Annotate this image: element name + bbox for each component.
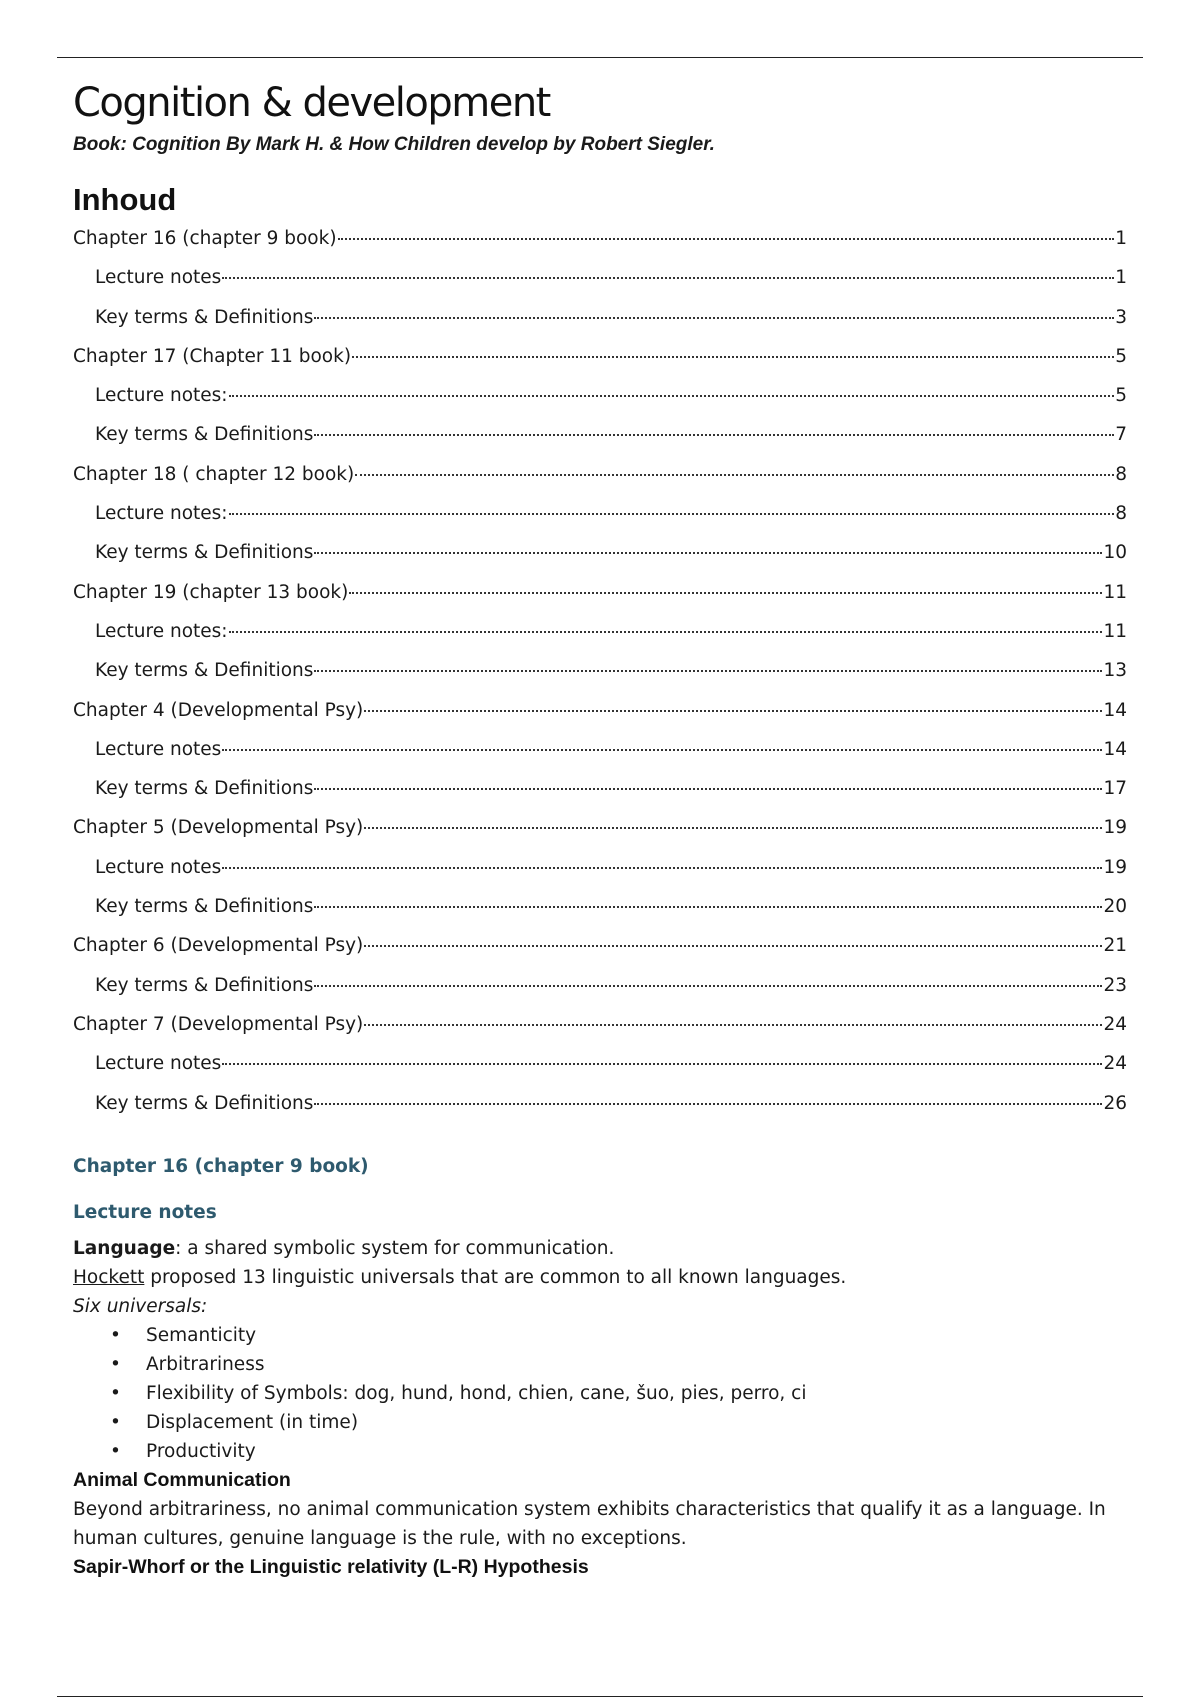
toc-entry-page: 3 xyxy=(1115,306,1127,328)
animal-communication-heading: Animal Communication xyxy=(73,1468,291,1491)
toc-subentry[interactable] xyxy=(73,540,1127,579)
lecture-notes-heading: Lecture notes xyxy=(73,1201,217,1223)
toc-entry-label: Lecture notes: xyxy=(95,385,228,407)
toc-entry[interactable] xyxy=(73,815,1127,854)
bullet-icon: • xyxy=(110,1353,121,1375)
toc-entry-label: Lecture notes xyxy=(95,856,222,878)
toc-entry-label: Chapter 16 (chapter 9 book) xyxy=(73,228,337,249)
toc-entry-label: Key terms & Definitions xyxy=(95,542,314,564)
toc-entry-label: Key terms & Definitions xyxy=(95,1092,314,1114)
toc-entry[interactable] xyxy=(73,698,1127,737)
toc-dot-leader xyxy=(355,474,1114,476)
bullet-icon: • xyxy=(110,1440,121,1462)
toc-dot-leader xyxy=(229,513,1115,515)
toc-dot-leader xyxy=(222,1063,1102,1065)
toc-subentry[interactable] xyxy=(73,265,1127,304)
toc-dot-leader xyxy=(314,1103,1102,1105)
toc-entry-page: 23 xyxy=(1103,974,1127,996)
toc-subentry[interactable] xyxy=(73,422,1127,461)
toc-dot-leader xyxy=(314,985,1102,987)
universals-list xyxy=(73,1321,1127,1466)
hockett-name: Hockett xyxy=(73,1266,145,1288)
toc-entry-page: 21 xyxy=(1103,935,1127,957)
animal-communication-text: Beyond arbitrariness, no animal communication system exhibits characteristics that qualify it as a language. In human cultures, genuine language is the rule, with no exceptions. xyxy=(73,1498,1106,1549)
toc-entry[interactable] xyxy=(73,933,1127,972)
toc-entry[interactable] xyxy=(73,462,1127,501)
toc-entry-label: Key terms & Definitions xyxy=(95,896,314,918)
toc-dot-leader xyxy=(229,395,1115,397)
toc-subentry[interactable] xyxy=(73,619,1127,658)
toc-entry-label: Key terms & Definitions xyxy=(95,778,314,800)
toc-subentry[interactable] xyxy=(73,305,1127,344)
universal-list-item xyxy=(73,1408,1127,1437)
toc-entry-page: 24 xyxy=(1103,1053,1127,1075)
hockett-text: proposed 13 linguistic universals that are common to all known languages. xyxy=(144,1266,847,1288)
toc-entry-label: Key terms & Definitions xyxy=(95,974,314,996)
toc-dot-leader xyxy=(314,552,1102,554)
toc-entry-label: Key terms & Definitions xyxy=(95,424,314,446)
toc-subentry[interactable] xyxy=(73,973,1127,1012)
page-top-rule xyxy=(57,57,1143,58)
universal-text: Semanticity xyxy=(146,1324,257,1346)
chapter-heading: Chapter 16 (chapter 9 book) xyxy=(73,1155,369,1177)
toc-entry-label: Chapter 18 ( chapter 12 book) xyxy=(73,463,355,485)
toc-dot-leader xyxy=(222,749,1102,751)
toc-dot-leader xyxy=(314,434,1114,436)
universal-text: Flexibility of Symbols: dog, hund, hond, chien, cane, šuo, pies, perro, ci xyxy=(146,1382,807,1404)
page-content xyxy=(73,74,1127,1582)
toc-entry-label: Chapter 19 (chapter 13 book) xyxy=(73,581,349,603)
toc-entry[interactable] xyxy=(73,344,1127,383)
document-title: Cognition & development xyxy=(73,80,550,126)
bullet-icon: • xyxy=(110,1382,121,1404)
page-bottom-rule xyxy=(57,1696,1143,1697)
toc-subentry[interactable] xyxy=(73,855,1127,894)
toc-dot-leader xyxy=(229,631,1103,633)
toc-dot-leader xyxy=(338,238,1115,240)
toc-entry-page: 11 xyxy=(1103,620,1127,642)
universal-text: Arbitrariness xyxy=(146,1353,265,1375)
toc-subentry[interactable] xyxy=(73,658,1127,697)
universal-list-item xyxy=(73,1321,1127,1350)
toc-entry-page: 5 xyxy=(1115,345,1127,367)
toc-dot-leader xyxy=(364,945,1102,947)
toc-entry-label: Chapter 17 (Chapter 11 book) xyxy=(73,345,352,367)
language-definition-text: : a shared symbolic system for communication. xyxy=(175,1237,615,1259)
toc-entry-label: Key terms & Definitions xyxy=(95,660,314,682)
toc-entry-label: Chapter 4 (Developmental Psy) xyxy=(73,699,364,721)
toc-dot-leader xyxy=(352,356,1114,358)
language-definition xyxy=(73,1234,1127,1263)
toc-subentry[interactable] xyxy=(73,501,1127,540)
toc-entry-page: 7 xyxy=(1115,424,1127,446)
toc-entry-page: 17 xyxy=(1103,778,1127,800)
toc-entry-page: 8 xyxy=(1115,503,1127,525)
toc-dot-leader xyxy=(349,592,1102,594)
table-of-contents xyxy=(73,226,1127,1130)
toc-entry-page: 14 xyxy=(1103,738,1127,760)
language-term: Language xyxy=(73,1237,176,1259)
toc-entry[interactable] xyxy=(73,580,1127,619)
toc-entry-label: Lecture notes xyxy=(95,267,222,289)
universal-list-item xyxy=(73,1350,1127,1379)
sapir-whorf-heading: Sapir-Whorf or the Linguistic relativity (L-R) Hypothesis xyxy=(73,1555,589,1578)
toc-entry-page: 20 xyxy=(1103,896,1127,918)
toc-entry-label: Lecture notes: xyxy=(95,503,228,525)
toc-entry-label: Key terms & Definitions xyxy=(95,306,314,328)
toc-dot-leader xyxy=(222,277,1114,279)
toc-entry-page: 10 xyxy=(1103,542,1127,564)
toc-heading: Inhoud xyxy=(73,182,177,217)
toc-dot-leader xyxy=(314,317,1114,319)
bullet-icon: • xyxy=(110,1324,121,1346)
toc-entry-page: 13 xyxy=(1103,660,1127,682)
toc-entry-page: 19 xyxy=(1103,856,1127,878)
toc-entry-page: 24 xyxy=(1103,1013,1127,1035)
universal-text: Displacement (in time) xyxy=(146,1411,359,1433)
toc-subentry[interactable] xyxy=(73,776,1127,815)
universal-text: Productivity xyxy=(146,1440,256,1462)
toc-subentry[interactable] xyxy=(73,1091,1127,1130)
toc-entry-page: 1 xyxy=(1115,228,1127,249)
toc-entry[interactable] xyxy=(73,226,1127,265)
toc-subentry[interactable] xyxy=(73,737,1127,776)
toc-entry-label: Chapter 5 (Developmental Psy) xyxy=(73,817,364,839)
toc-entry-label: Lecture notes xyxy=(95,738,222,760)
toc-entry-page: 19 xyxy=(1103,817,1127,839)
toc-entry-page: 26 xyxy=(1103,1092,1127,1114)
toc-entry-label: Chapter 6 (Developmental Psy) xyxy=(73,935,364,957)
toc-subentry[interactable] xyxy=(73,383,1127,422)
toc-dot-leader xyxy=(222,867,1102,869)
toc-entry-page: 5 xyxy=(1115,385,1127,407)
toc-entry-page: 8 xyxy=(1115,463,1127,485)
toc-entry-page: 14 xyxy=(1103,699,1127,721)
toc-subentry[interactable] xyxy=(73,894,1127,933)
toc-subentry[interactable] xyxy=(73,1051,1127,1090)
toc-entry-page: 1 xyxy=(1115,267,1127,289)
document-subtitle: Book: Cognition By Mark H. & How Children develop by Robert Siegler. xyxy=(73,134,715,155)
toc-dot-leader xyxy=(314,670,1102,672)
universals-label: Six universals: xyxy=(73,1295,208,1317)
toc-entry-label: Chapter 7 (Developmental Psy) xyxy=(73,1013,364,1035)
toc-dot-leader xyxy=(314,788,1102,790)
toc-entry[interactable] xyxy=(73,1012,1127,1051)
toc-dot-leader xyxy=(364,827,1102,829)
universal-list-item xyxy=(73,1437,1127,1466)
toc-dot-leader xyxy=(314,906,1102,908)
toc-entry-page: 11 xyxy=(1103,581,1127,603)
toc-dot-leader xyxy=(364,710,1102,712)
bullet-icon: • xyxy=(110,1411,121,1433)
toc-entry-label: Lecture notes: xyxy=(95,620,228,642)
universal-list-item xyxy=(73,1379,1127,1408)
toc-dot-leader xyxy=(364,1024,1102,1026)
hockett-paragraph xyxy=(73,1263,1127,1292)
toc-entry-label: Lecture notes xyxy=(95,1053,222,1075)
